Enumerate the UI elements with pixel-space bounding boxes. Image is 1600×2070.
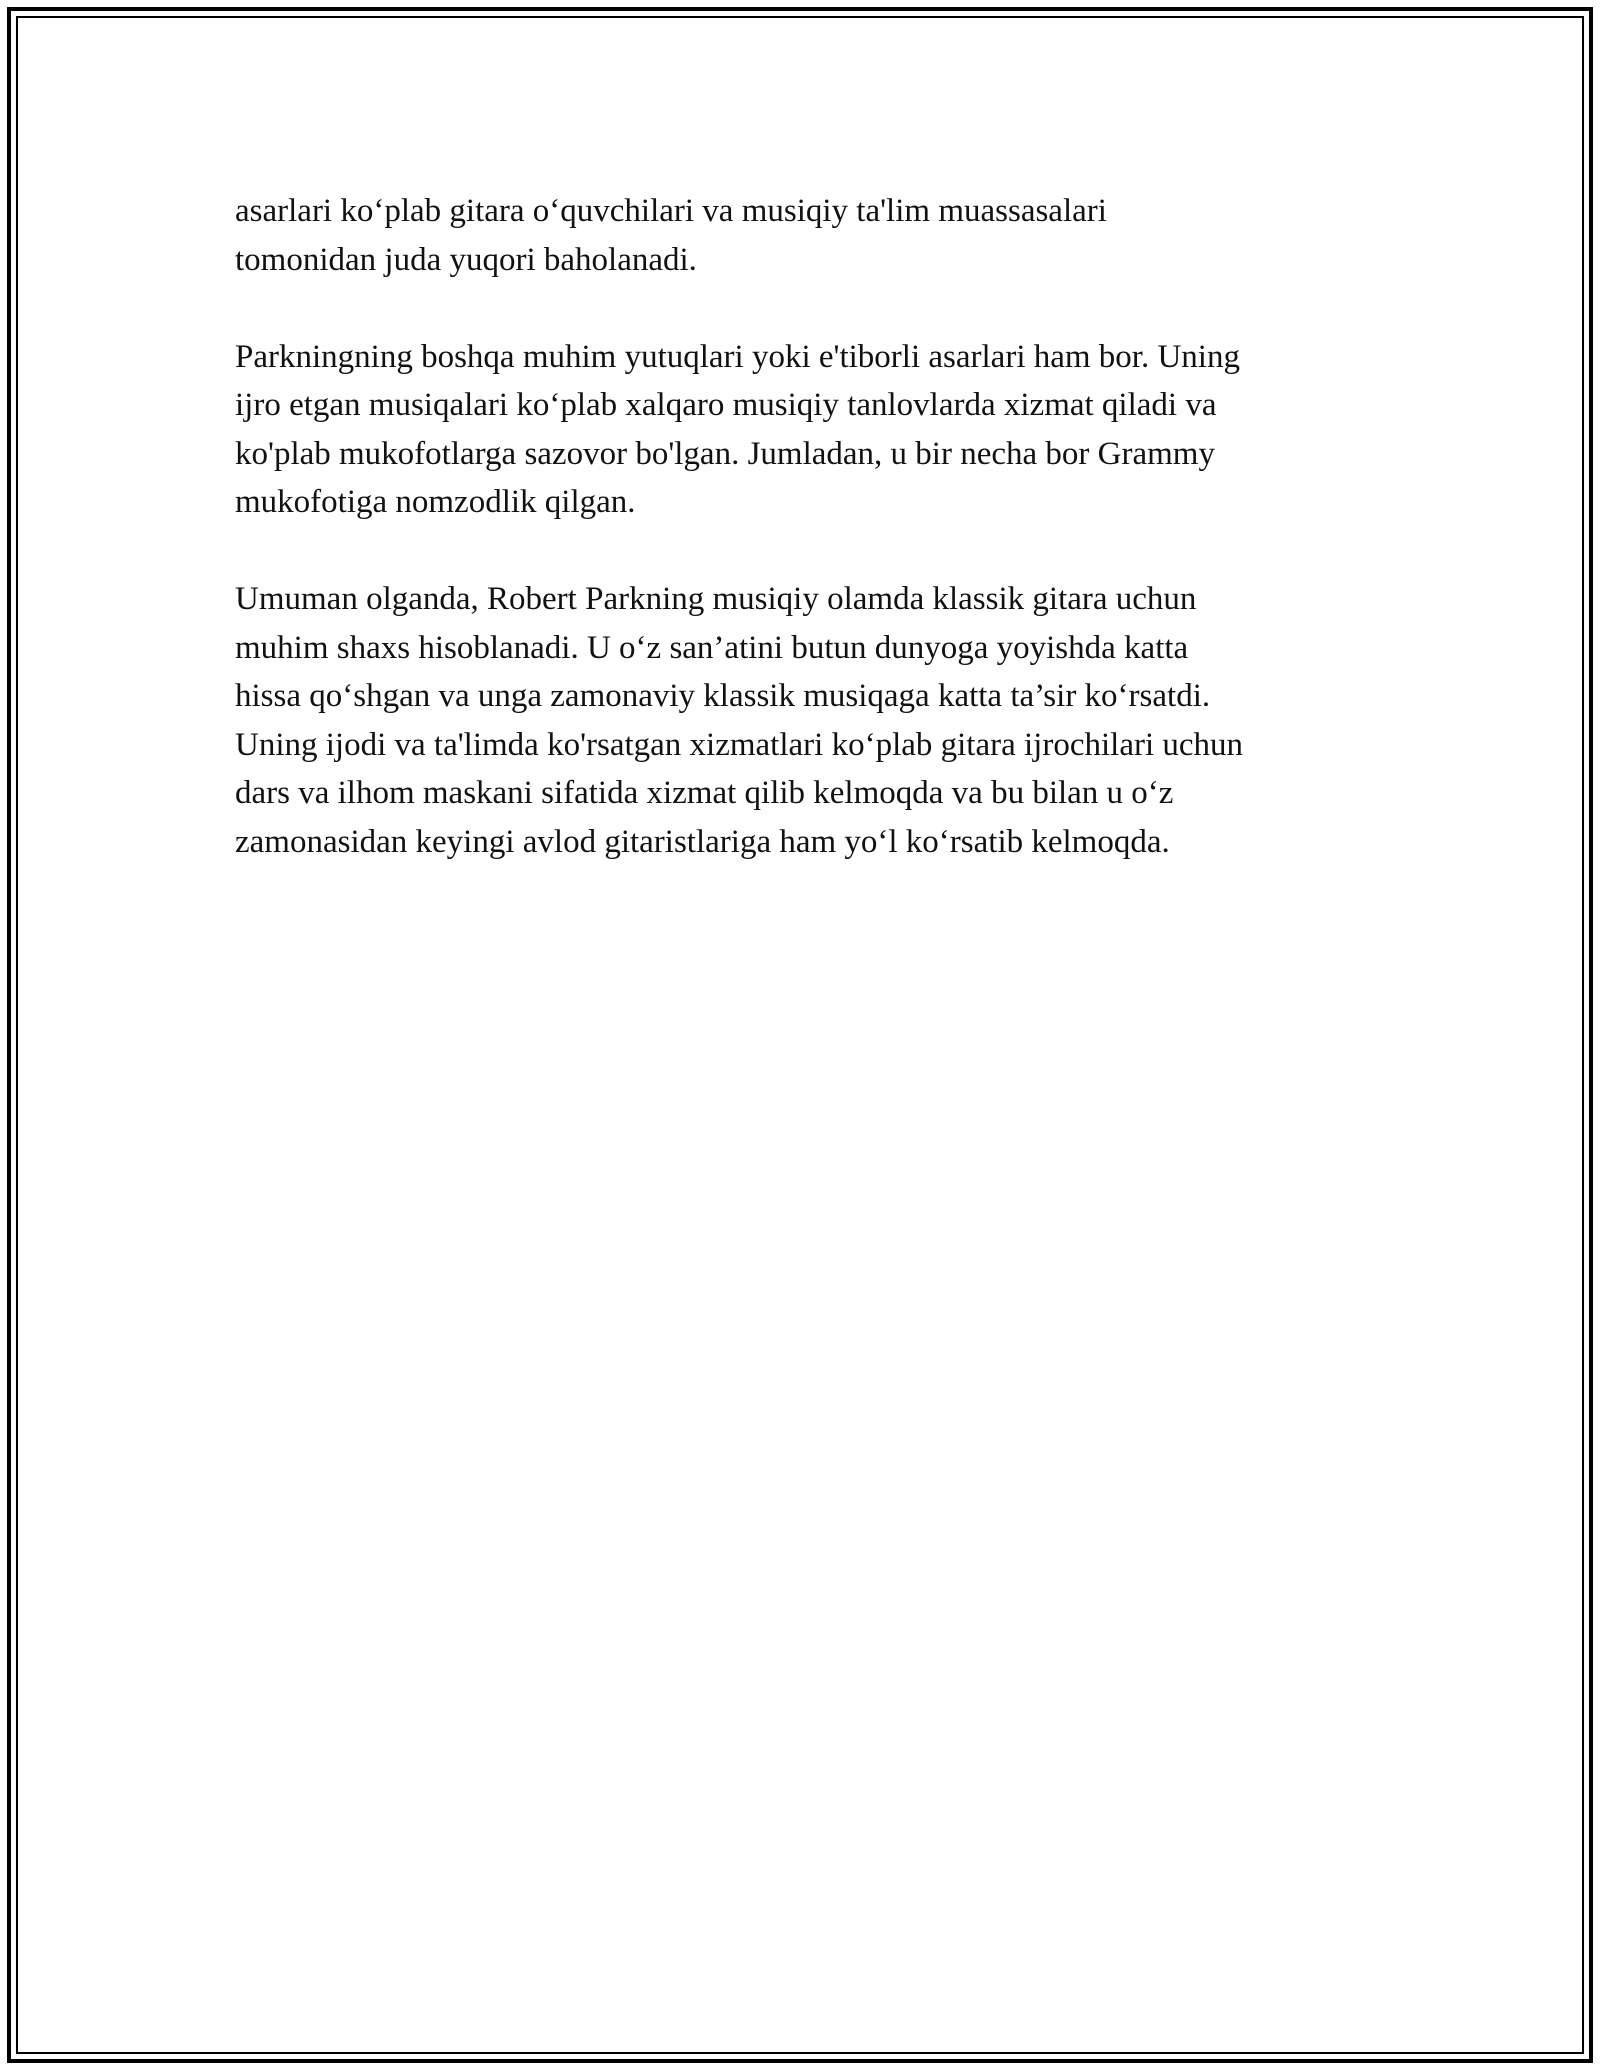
paragraph-1: asarlari ko‘plab gitara o‘quvchilari va musiqiy ta'lim muassasalari tomonidan juda yuqori baholanadi.	[235, 193, 1107, 278]
paragraph-2: Parkningning boshqa muhim yutuqlari yoki e'tiborli asarlari ham bor. Uning ijro etgan musiqalari ko‘plab xalqaro musiqiy tanlovlarda xizmat qiladi va ko'plab mukofotlarga sazovor bo'lgan. Jumladan, u bir necha bor Grammy mukofotiga nomzodlik qilgan.	[235, 338, 1240, 520]
document-body	[235, 187, 1365, 915]
paragraph-3: Umuman olganda, Robert Parkning musiqiy olamda klassik gitara uchun muhim shaxs hisoblanadi. U o‘z san’atini butun dunyoga yoyishda katta hissa qo‘shgan va unga zamonaviy klassik musiqaga katta ta’sir ko‘rsatdi. Uning ijodi va ta'limda ko'rsatgan xizmatlari ko‘plab gitara ijrochilari uchun dars va ilhom maskani sifatida xizmat qilib kelmoqda va bu bilan u o‘z zamonasidan keyingi avlod gitaristlariga ham yo‘l ko‘rsatib kelmoqda.	[235, 581, 1244, 860]
